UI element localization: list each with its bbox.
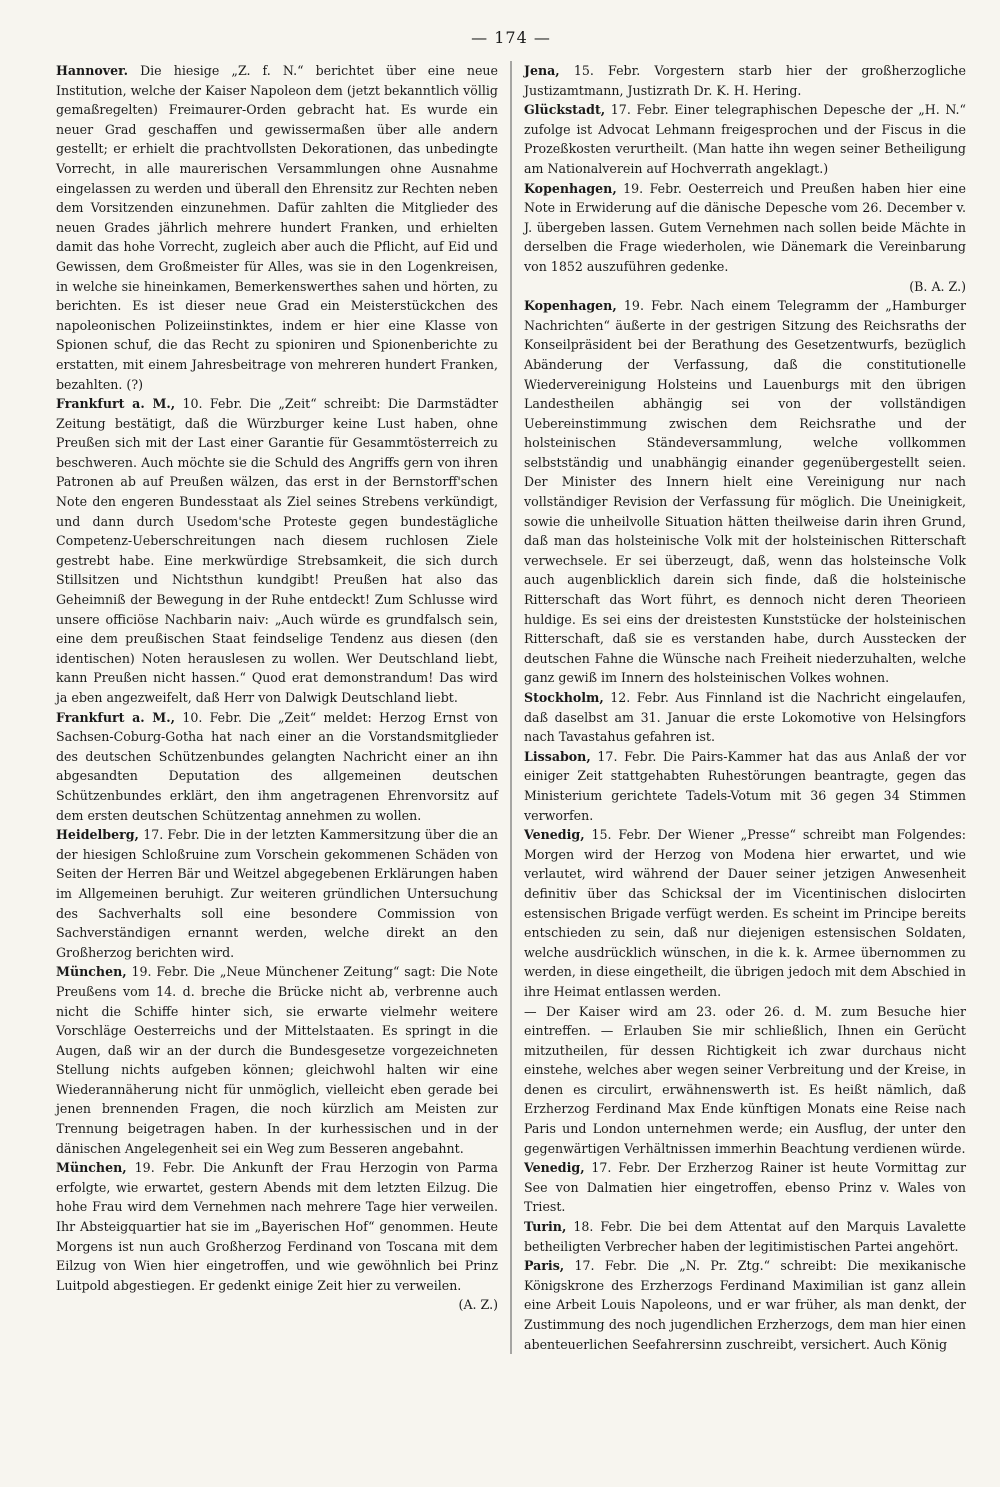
news-article [524,179,966,297]
article-dateline: Frankfurt a. M., [56,709,176,725]
article-body: Die hiesige „Z. f. N.“ berichtet über eine neue Institution, welche der Kaiser Napoleon dem (jetzt bekanntlich völlig gemaßregelten) Freimaurer-Orden gebracht hat. Es wurde ein neuer Grad geschaffen und gewissermaßen über alle andern gestellt; er erhielt die prachtvollsten Dekorationen, das unbedingte Vorrecht, in alle maurerischen Versammlungen ohne Ausnahme eingelassen zu werden und überall den Ehrensitz zur Rechten neben dem Vorsitzenden einzunehmen. Dafür zahlten die Mitglieder des neuen Grades jährlich mehrere hundert Franken, und erhielten damit das hohe Vorrecht, zugleich aber auch die Pflicht, auf Eid und Gewissen, dem Großmeister für Alles, was sie in den Logenkreisen, in welche sie hineinkamen, Bemerkenswerthes sahen und hörten, zu berichten. Es ist dieser neue Grad ein Meisterstückchen des napoleonischen Polizeiinstinktes, indem er hier eine Klasse von Spionen schuf, die das Recht zu spioniren und Spionenberichte zu erstatten, mit einem Jahresbeitrage von mehreren hundert Franken, bezahlten. (?) [56,63,498,392]
article-body: 19. Febr. Die Ankunft der Frau Herzogin von Parma erfolgte, wie erwartet, gestern Abends mit dem letzten Eilzug. Die hohe Frau wird dem Vernehmen nach mehrere Tage hier verweilen. Ihr Absteigquartier hat sie im „Bayerischen Hof“ genommen. Heute Morgens ist nun auch Großherzog Ferdinand von Toscana mit dem Eilzug von Wien hier eingetroffen, und wie gewöhnlich bei Prinz Luitpold abgestiegen. Er gedenkt einige Zeit hier zu verweilen. [56,1160,498,1293]
article-body: 19. Febr. Nach einem Telegramm der „Hamburger Nachrichten“ äußerte in der gestrigen Sitzung des Reichsraths der Konseilpräsident bei der Berathung des Gesetzentwurfs, bezüglich Abänderung der Verfassung, daß die constitutionelle Wiedervereinigung Holsteins und Lauenburgs mit den übrigen Landestheilen abhängig sei von der vollständigen Uebereinstimmung zwischen dem Reichsrathe und der holsteinischen Ständeversammlung, welche vollkommen selbstständig und unabhängig einander gegenübergestellt seien. Der Minister des Innern hielt eine Vereinigung nur nach vollständiger Revision der Verfassung für möglich. Die Uneinigkeit, sowie die unheilvolle Situation hätten theilweise darin ihren Grund, daß man das holsteinische Volk mit der holsteinischen Ritterschaft verwechsele. Er sei überzeugt, daß, wenn das holsteinsche Volk auch augenblicklich darein sich finde, daß die holsteinische Ritterschaft das Wort führt, es dennoch nicht deren Theorieen huldige. Es sei eins der dreistesten Kunststücke der holsteinischen Ritterschaft, daß sie es verstanden habe, durch Ausstecken der deutschen Fahne die Wünsche nach Freiheit niederzuhalten, welche ganz gewiß im Innern des holsteinischen Volkes wohnen. [524,298,966,686]
news-article [56,825,498,962]
news-article [524,747,966,825]
news-article [56,61,498,394]
page-number: — 174 — [471,28,551,47]
news-article [524,825,966,1001]
news-article [524,688,966,747]
article-dateline: München, [56,964,127,980]
news-article [56,394,498,708]
news-article [524,1256,966,1354]
article-body: 17. Febr. Die in der letzten Kammersitzung über die an der hiesigen Schloßruine zum Vorschein gekommenen Schäden von Seiten der Herren Bär und Weitzel abgegebenen Erklärungen haben im Allgemeinen beruhigt. Zur weiteren gründlichen Untersuchung des Sachverhalts soll eine besondere Commission von Sachverständigen ernannt werden, welche direkt an den Großherzog berichten wird. [56,827,498,960]
article-body: — Der Kaiser wird am 23. oder 26. d. M. zum Besuche hier eintreffen. — Erlauben Sie mir schließlich, Ihnen ein Gerücht mitzutheilen, für dessen Richtigkeit ich zwar durchaus nicht einstehe, welches aber wegen seiner Verbreitung und der Kreise, in denen es circulirt, erwähnenswerth ist. Es heißt nämlich, daß Erzherzog Ferdinand Max Ende künftigen Monats eine Reise nach Paris und London unternehmen werde; ein Ausflug, der unter den gegenwärtigen Verhältnissen immerhin Beachtung verdienen würde. [524,1003,966,1156]
text-columns [56,61,966,1354]
news-article [56,708,498,826]
article-body: 17. Febr. Die „N. Pr. Ztg.“ schreibt: Die mexikanische Königskrone des Erzherzogs Ferdinand Maximilian ist ganz allein eine Arbeit Louis Napoleons, und er war früher, als man denkt, der Zustimmung des noch jugendlichen Erzherzogs, dem man hier einen abenteuerlichen Seefahrersinn zuschreibt, versichert. Auch König [524,1258,966,1352]
article-body: 15. Febr. Vorgestern starb hier der großherzogliche Justizamtmann, Justizrath Dr. K. H. Hering. [524,63,966,98]
article-source: (A. Z.) [458,1297,498,1313]
article-dateline: Venedig, [524,1160,585,1176]
article-dateline: Kopenhagen, [524,180,617,196]
article-source: (B. A. Z.) [909,278,966,294]
news-article [524,100,966,178]
article-dateline: Venedig, [524,827,585,843]
article-body: 17. Febr. Der Erzherzog Rainer ist heute Vormittag zur See von Dalmatien hier eingetroffen, ebenso Prinz v. Wales von Triest. [524,1160,966,1215]
news-article [56,962,498,1158]
article-dateline: Heidelberg, [56,827,139,843]
news-article [524,1158,966,1217]
right-column [524,61,966,1354]
news-article [524,296,966,688]
article-dateline: Glückstadt, [524,102,606,118]
article-body: 10. Febr. Die „Zeit“ schreibt: Die Darmstädter Zeitung bestätigt, daß die Würzburger keine Lust haben, ohne Preußen sich mit der Last einer Garantie für Gesammtösterreich zu beschweren. Auch möchte sie die Schuld des Angriffs gern von ihren Patronen ab auf Preußen wälzen, das erst in der Bernstorff'schen Note den engeren Bundesstaat als Ziel seines Strebens verkündigt, und dann durch Usedom'sche Proteste gegen bundestägliche Competenz-Ueberschreitungen nach diesem ruchlosen Ziele gestrebt habe. Eine merkwürdige Strebsamkeit, die sich durch Stillsitzen und Nichtsthun kundgibt! Preußen hat also das Geheimniß der Bewegung in der Ruhe entdeckt! Zum Schlusse wird unsere officiöse Nachbarin naiv: „Auch würde es grundfalsch sein, eine dem preußischen Staat feindselige Tendenz aus diesen (den identischen) Noten herauslesen zu wollen. Wer Deutschland liebt, kann Preußen nicht hassen.“ Quod erat demonstrandum! Das wird ja eben angezweifelt, daß Herr von Dalwigk Deutschland liebt. [56,396,498,705]
article-body: 15. Febr. Der Wiener „Presse“ schreibt man Folgendes: Morgen wird der Herzog von Modena hier erwartet, und wie verlautet, wird während der Dauer seiner jetzigen Anwesenheit definitiv über das Schicksal der im Vicentinischen dislocirten estensischen Brigade verfügt werden. Es scheint im Principe bereits entschieden zu sein, daß nur diejenigen estensischen Soldaten, welche ausdrücklich wünschen, in die k. k. Armee übernommen zu werden, in diese eingetheilt, die übrigen jedoch mit dem Abschied in ihre Heimat entlassen werden. [524,827,966,999]
article-body: 17. Febr. Einer telegraphischen Depesche der „H. N.“ zufolge ist Advocat Lehmann freigesprochen und der Fiscus in die Prozeßkosten verurtheilt. (Man hatte ihn wegen seiner Betheiligung am Nationalverein auf Hochverrath angeklagt.) [524,102,966,176]
news-article [56,1158,498,1315]
article-dateline: Paris, [524,1258,565,1274]
article-dateline: Hannover. [56,63,128,78]
article-dateline: Lissabon, [524,748,591,764]
left-column [56,61,498,1354]
article-dateline: Turin, [524,1219,567,1235]
article-body: 12. Febr. Aus Finnland ist die Nachricht eingelaufen, daß daselbst am 31. Januar die erste Lokomotive von Helsingfors nach Tavastahus gefahren ist. [524,690,966,745]
article-dateline: München, [56,1160,127,1176]
article-dateline: Stockholm, [524,690,604,705]
article-body: 18. Febr. Die bei dem Attentat auf den Marquis Lavalette betheiligten Verbrecher haben der legitimistischen Partei angehört. [524,1219,966,1254]
news-article [524,61,966,100]
article-dateline: Jena, [524,63,560,78]
article-body: 19. Febr. Die „Neue Münchener Zeitung“ sagt: Die Note Preußens vom 14. d. breche die Brücke nicht ab, verbrenne auch nicht die Schiffe hinter sich, sie erwarte vielmehr weitere Vorschläge Oesterreichs und der Mittelstaaten. Es springt in die Augen, daß wir an der durch die Bundesgesetze vorgezeichneten Stellung nichts aufgeben können; gleichwohl halten wir eine Wiederannäherung nicht für unmöglich, vielleicht eben gerade bei jenen brennenden Fragen, die noch kürzlich am Meisten zur Trennung beigetragen haben. In der kurhessischen und in der dänischen Angelegenheit sei ein Weg zum Besseren angebahnt. [56,964,498,1156]
article-body: 17. Febr. Die Pairs-Kammer hat das aus Anlaß der vor einiger Zeit stattgehabten Ruhestörungen beantragte, gegen das Ministerium gerichtete Tadels-Votum mit 36 gegen 34 Stimmen verworfen. [524,748,966,823]
article-dateline: Kopenhagen, [524,298,617,314]
news-article [524,1002,966,1159]
article-body: 10. Febr. Die „Zeit“ meldet: Herzog Ernst von Sachsen-Coburg-Gotha hat nach einer an die Vorstandsmitglieder des deutschen Schützenbundes gelangten Nachricht einer an ihn abgesandten Deputation des allgemeinen deutschen Schützenbundes erklärt, den ihm angetragenen Ehrenvorsitz auf dem ersten deutschen Schützentag annehmen zu wollen. [56,709,498,823]
article-dateline: Frankfurt a. M., [56,396,176,412]
article-body: 19. Febr. Oesterreich und Preußen haben hier eine Note in Erwiderung auf die dänische Depesche vom 26. December v. J. übergeben lassen. Gutem Vernehmen nach sollen beide Mächte in derselben die Frage wiederholen, wie Dänemark die Vereinbarung von 1852 auszuführen gedenke. [524,180,966,274]
news-article [524,1217,966,1256]
